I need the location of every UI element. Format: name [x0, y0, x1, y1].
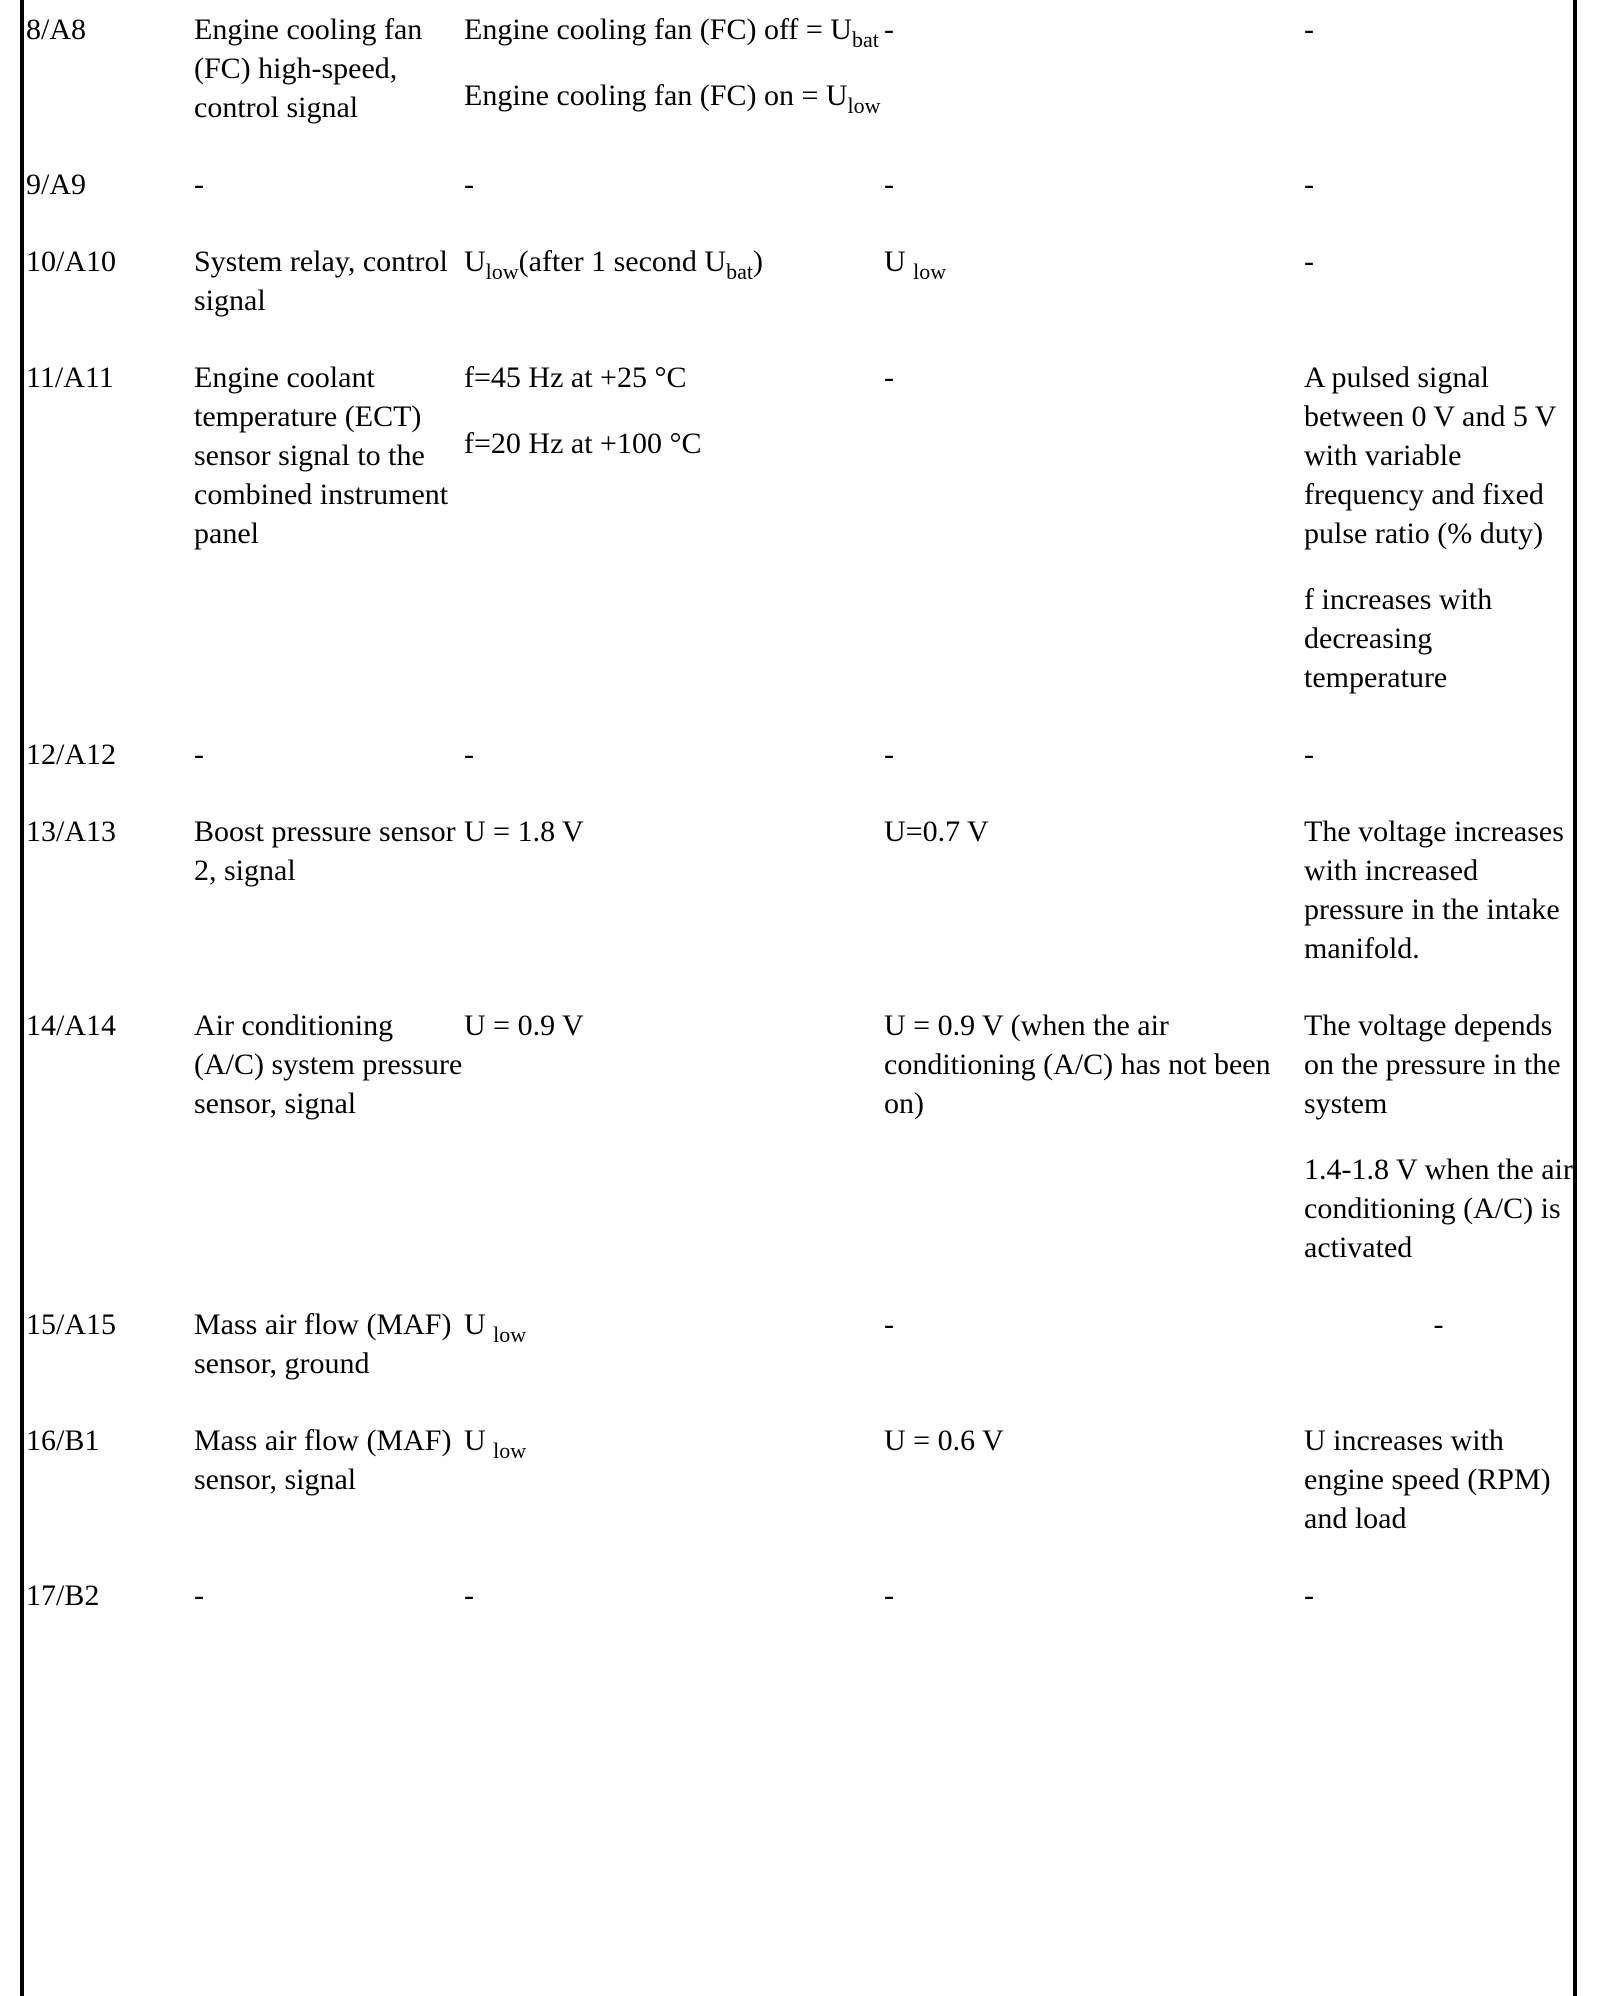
value-a-subscript: bat: [726, 259, 753, 284]
value-a-cell: [464, 1566, 884, 1643]
pin-description: Engine coolant temperature (ECT) sensor signal to the combined instrument panel: [194, 361, 449, 550]
remarks-cell: [1304, 725, 1573, 802]
value-a-paragraph: [464, 1421, 884, 1463]
value-a-text: U = 1.8 V: [464, 815, 584, 848]
value-b-cell: [884, 1411, 1304, 1566]
value-a-paragraph: [464, 76, 884, 118]
description-cell: [194, 232, 464, 348]
pin-number: 9/A9: [26, 168, 86, 201]
value-a-text-after: ): [752, 245, 763, 278]
value-a-text-after: (after 1 second U: [518, 245, 727, 278]
remark-paragraph: [1304, 1576, 1573, 1615]
value-b-cell: [884, 0, 1304, 155]
remarks-cell: [1304, 1295, 1573, 1411]
value-a-cell: [464, 1295, 884, 1411]
pin-number: 11/A11: [26, 361, 114, 394]
pin-cell: [24, 0, 194, 155]
value-a-paragraph: [464, 165, 884, 204]
remark-paragraph: [1304, 242, 1573, 281]
table-row: [24, 348, 1573, 725]
description-cell: [194, 1295, 464, 1411]
remarks-cell: [1304, 155, 1573, 232]
value-b-cell: [884, 232, 1304, 348]
table-row: [24, 996, 1573, 1295]
remark-paragraph: [1304, 735, 1573, 774]
value-a-text: U: [464, 1308, 494, 1341]
pin-description: Air conditioning (A/C) system pressure sensor, signal: [194, 1009, 463, 1120]
value-b-cell: [884, 1295, 1304, 1411]
remark-paragraph: [1304, 1421, 1573, 1538]
value-a-paragraph: [464, 358, 884, 397]
remark-text: -: [1304, 1579, 1314, 1612]
value-b-text: U = 0.9 V (when the air conditioning (A/C) has not been on): [884, 1009, 1271, 1120]
remark-text: The voltage depends on the pressure in the system: [1304, 1009, 1561, 1120]
pin-description: Mass air flow (MAF) sensor, ground: [194, 1308, 452, 1380]
value-a-cell: [464, 802, 884, 996]
table-right-border: [1573, 0, 1577, 1996]
value-b-text: -: [884, 13, 894, 46]
value-b-text: -: [884, 1308, 894, 1341]
value-b-cell: [884, 348, 1304, 725]
table-row: [24, 802, 1573, 996]
value-a-cell: [464, 232, 884, 348]
pin-cell: [24, 348, 194, 725]
table-row: [24, 155, 1573, 232]
value-a-text: Engine cooling fan (FC) off = U: [464, 13, 852, 46]
remarks-cell: [1304, 348, 1573, 725]
description-cell: [194, 1411, 464, 1566]
value-a-paragraph: [464, 735, 884, 774]
pin-cell: [24, 1566, 194, 1643]
pin-number: 8/A8: [26, 13, 86, 46]
value-a-text: f=45 Hz at +25 °C: [464, 361, 687, 394]
value-b-text: -: [884, 361, 894, 394]
value-a-subscript: bat: [851, 27, 879, 52]
pin-description: -: [194, 168, 204, 201]
pin-number: 17/B2: [26, 1579, 100, 1612]
description-cell: [194, 1566, 464, 1643]
value-a-paragraph: [464, 1576, 884, 1615]
remark-text: -: [1304, 168, 1314, 201]
value-a-cell: [464, 155, 884, 232]
description-cell: [194, 348, 464, 725]
remark-text: -: [1304, 245, 1314, 278]
value-a-text: U: [464, 1424, 494, 1457]
remark-paragraph: [1304, 1006, 1573, 1123]
value-b-text: U=0.7 V: [884, 815, 989, 848]
pin-description: Mass air flow (MAF) sensor, signal: [194, 1424, 452, 1496]
pin-number: 14/A14: [26, 1009, 116, 1042]
value-a-paragraph: [464, 242, 884, 284]
description-cell: [194, 725, 464, 802]
remark-paragraph: [1304, 812, 1573, 968]
value-a-text: U: [464, 245, 486, 278]
value-a-text: Engine cooling fan (FC) on = U: [464, 79, 848, 112]
table-row: [24, 1566, 1573, 1643]
remark-text: The voltage increases with increased pressure in the intake manifold.: [1304, 815, 1564, 965]
remark-paragraph: [1304, 580, 1573, 697]
pin-number: 16/B1: [26, 1424, 100, 1457]
value-a-subscript: low: [847, 93, 881, 118]
pin-description: -: [194, 738, 204, 771]
pin-number: 15/A15: [26, 1308, 116, 1341]
remark-paragraph: [1304, 1150, 1573, 1267]
remarks-cell: [1304, 1411, 1573, 1566]
remark-text: -: [1304, 13, 1314, 46]
value-a-paragraph: [464, 10, 884, 52]
remark-text: -: [1433, 1308, 1444, 1341]
pin-cell: [24, 155, 194, 232]
value-a-text: -: [464, 1579, 474, 1612]
value-b-cell: [884, 802, 1304, 996]
table-row: [24, 232, 1573, 348]
value-a-text: f=20 Hz at +100 °C: [464, 427, 702, 460]
value-b-subscript: low: [913, 259, 947, 284]
value-b-text: U: [884, 245, 914, 278]
pin-cell: [24, 996, 194, 1295]
remark-text: 1.4-1.8 V when the air conditioning (A/C) is activated: [1304, 1153, 1573, 1264]
remark-paragraph: [1304, 165, 1573, 204]
pin-cell: [24, 1411, 194, 1566]
pin-description: Boost pressure sensor 2, signal: [194, 815, 456, 887]
remarks-cell: [1304, 0, 1573, 155]
value-a-subscript: low: [485, 259, 519, 284]
remark-text: f increases with decreasing temperature: [1304, 583, 1493, 694]
description-cell: [194, 996, 464, 1295]
remarks-cell: [1304, 802, 1573, 996]
value-a-cell: [464, 348, 884, 725]
value-a-cell: [464, 996, 884, 1295]
remark-paragraph: [1304, 358, 1573, 553]
pin-description: -: [194, 1579, 204, 1612]
description-cell: [194, 802, 464, 996]
pin-cell: [24, 1295, 194, 1411]
pin-description: System relay, control signal: [194, 245, 448, 317]
pin-cell: [24, 802, 194, 996]
pin-cell: [24, 725, 194, 802]
value-b-text: U = 0.6 V: [884, 1424, 1004, 1457]
value-a-paragraph: [464, 424, 884, 463]
value-b-text: -: [884, 1579, 894, 1612]
remarks-cell: [1304, 996, 1573, 1295]
remarks-cell: [1304, 232, 1573, 348]
value-a-text: U = 0.9 V: [464, 1009, 584, 1042]
remark-paragraph: [1304, 10, 1573, 49]
value-b-cell: [884, 996, 1304, 1295]
value-a-paragraph: [464, 812, 884, 851]
table-row: [24, 0, 1573, 155]
value-a-paragraph: [464, 1006, 884, 1045]
table-row: [24, 1295, 1573, 1411]
value-a-subscript: low: [493, 1438, 527, 1463]
description-cell: [194, 0, 464, 155]
remarks-cell: [1304, 1566, 1573, 1643]
pin-description: Engine cooling fan (FC) high-speed, control signal: [194, 13, 423, 124]
pin-number: 13/A13: [26, 815, 116, 848]
value-b-text: -: [884, 738, 894, 771]
table-row: [24, 725, 1573, 802]
value-b-cell: [884, 725, 1304, 802]
description-cell: [194, 155, 464, 232]
value-a-cell: [464, 725, 884, 802]
pin-number: 10/A10: [26, 245, 116, 278]
remark-text: -: [1304, 738, 1314, 771]
value-a-cell: [464, 1411, 884, 1566]
pin-number: 12/A12: [26, 738, 116, 771]
value-b-cell: [884, 1566, 1304, 1643]
value-a-subscript: low: [493, 1322, 527, 1347]
remark-text: A pulsed signal between 0 V and 5 V with variable frequency and fixed pulse ratio (% duty): [1304, 361, 1556, 550]
table-body: [24, 0, 1573, 1643]
table-row: [24, 1411, 1573, 1566]
value-b-text: -: [884, 168, 894, 201]
value-a-cell: [464, 0, 884, 155]
pin-cell: [24, 232, 194, 348]
value-a-paragraph: [464, 1305, 884, 1347]
pin-signal-table: [24, 0, 1573, 1643]
value-a-text: -: [464, 738, 474, 771]
value-a-text: -: [464, 168, 474, 201]
remark-paragraph: [1304, 1305, 1573, 1344]
remark-text: U increases with engine speed (RPM) and load: [1304, 1424, 1551, 1535]
value-b-cell: [884, 155, 1304, 232]
